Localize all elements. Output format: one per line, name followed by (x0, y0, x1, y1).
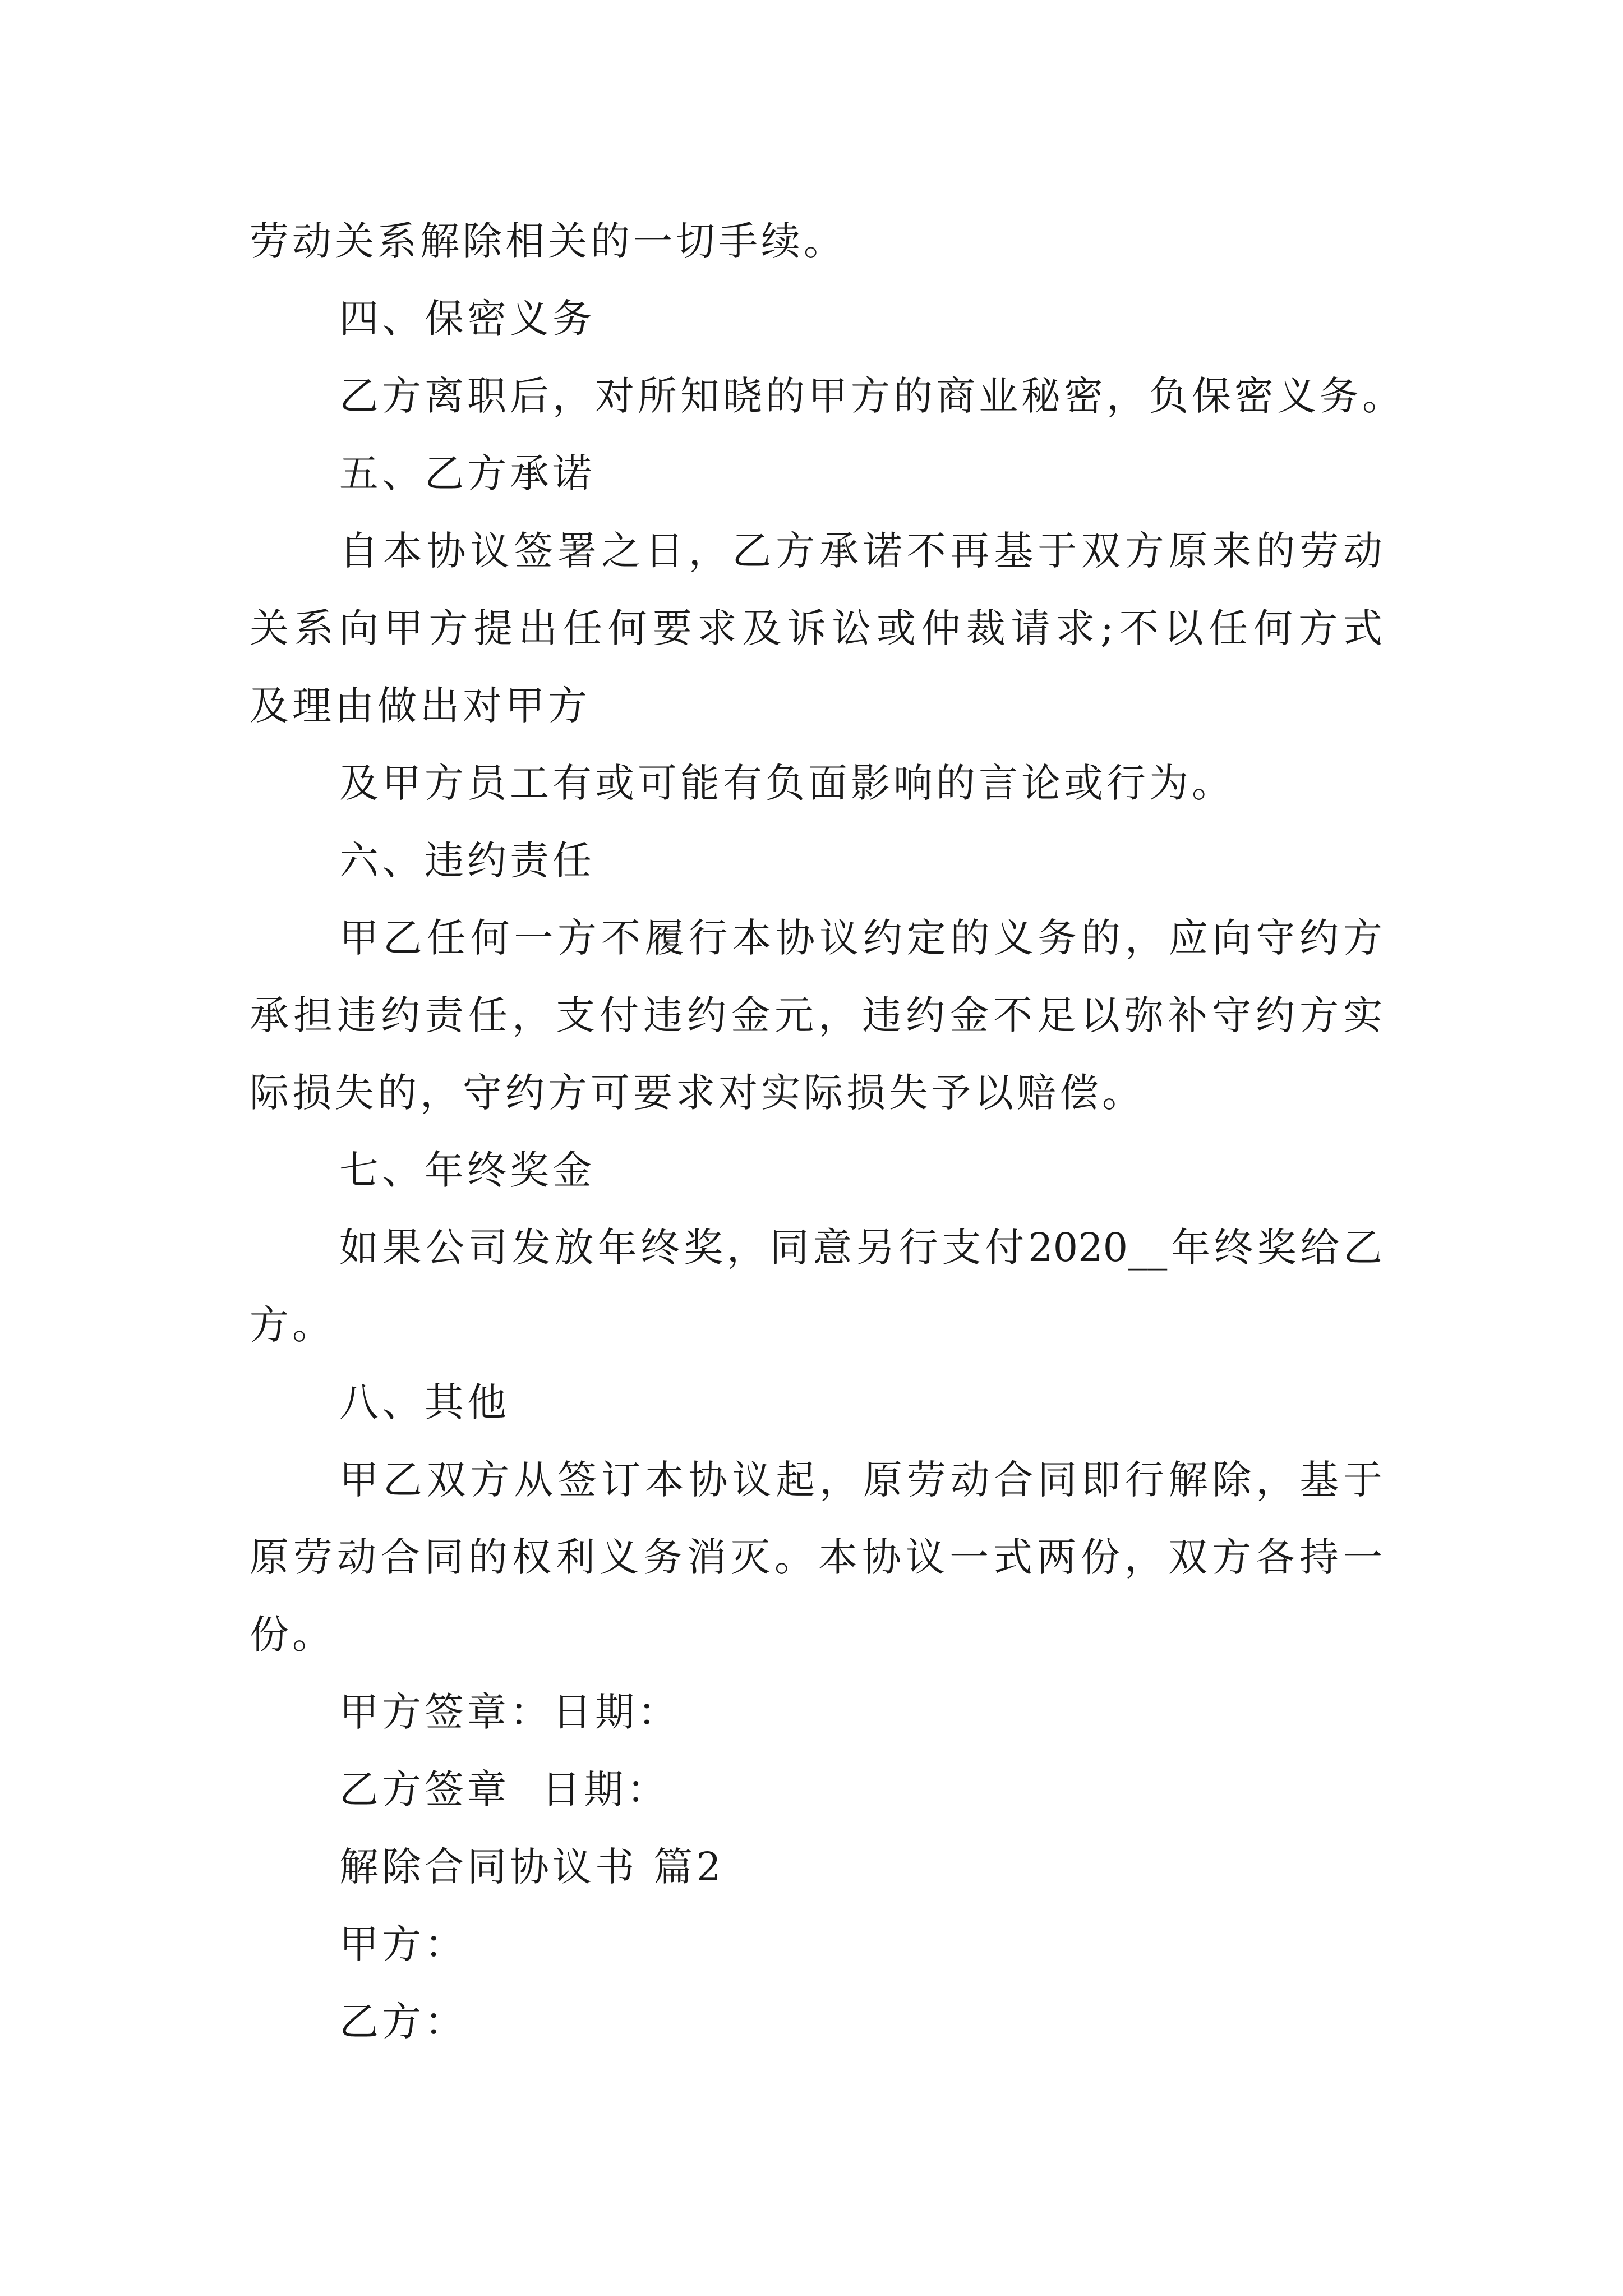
text-line: 及甲方员工有或可能有负面影响的言论或行为。 (339, 760, 1234, 806)
text-line: 乙方离职后，对所知晓的甲方的商业秘密，负保密义务。 (339, 373, 1405, 419)
section-heading: 五、乙方承诺 (339, 450, 595, 496)
party-b-label: 乙方： (339, 1999, 467, 2045)
text-line: 方。 (250, 1302, 335, 1348)
text-line: 劳动关系解除相关的一切手续。 (250, 218, 846, 264)
text-line: 际损失的，守约方可要求对实际损失予以赔偿。 (250, 1070, 1145, 1116)
text-line: 承担违约责任，支付违约金元，违约金不足以弥补守约方实 (250, 992, 1382, 1038)
section-heading: 七、年终奖金 (339, 1147, 595, 1193)
signature-line-party-b: 乙方签章 日期： (339, 1766, 670, 1812)
section-heading: 八、其他 (339, 1379, 510, 1425)
text-line: 及理由做出对甲方 (250, 683, 591, 729)
text-line: 关系向甲方提出任何要求及诉讼或仲裁请求;不以任何方式 (250, 605, 1382, 651)
text-line: 如果公司发放年终奖，同意另行支付2020__年终奖给乙 (339, 1225, 1382, 1271)
text-line: 自本协议签署之日，乙方承诺不再基于双方原来的劳动 (339, 528, 1382, 574)
party-a-label: 甲方： (339, 1921, 467, 1967)
text-line: 甲乙双方从签订本协议起，原劳动合同即行解除，基于 (339, 1457, 1382, 1503)
signature-line-party-a: 甲方签章：日期： (339, 1689, 680, 1735)
document-subtitle: 解除合同协议书 篇2 (339, 1844, 725, 1890)
section-heading: 四、保密义务 (339, 296, 595, 342)
section-heading: 六、违约责任 (339, 838, 595, 884)
text-line: 原劳动合同的权利义务消灭。本协议一式两份，双方各持一 (250, 1534, 1382, 1580)
text-line: 份。 (250, 1612, 335, 1658)
text-line: 甲乙任何一方不履行本协议约定的义务的，应向守约方 (339, 915, 1382, 961)
